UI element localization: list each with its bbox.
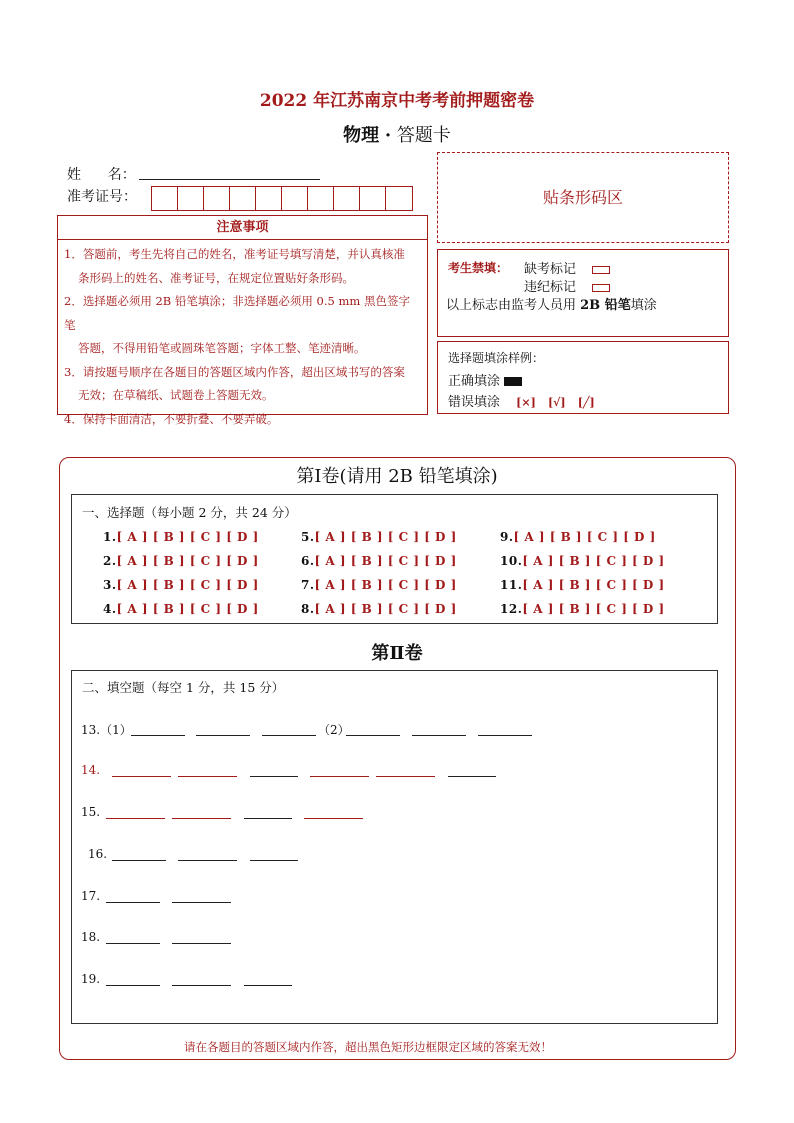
- notice-item-cont: 答题，不得用铅笔或圆珠笔答题；字体工整、笔迹清晰。: [78, 341, 366, 355]
- notice-item: 1．答题前，考生先将自己的姓名，准考证号填写清楚，并认真核准: [64, 247, 405, 261]
- answer-blank[interactable]: [106, 902, 160, 903]
- q15-label: 15.: [81, 805, 101, 819]
- answer-blank[interactable]: [106, 818, 165, 819]
- q19-label: 19.: [81, 972, 101, 986]
- answer-blank[interactable]: [262, 735, 316, 736]
- answer-blank[interactable]: [131, 735, 185, 736]
- answer-blank[interactable]: [244, 818, 292, 819]
- choice-item[interactable]: 9.[ A ] [ B ] [ C ] [ D ]: [500, 530, 656, 544]
- missing-label: 缺考标记: [524, 262, 577, 277]
- choice-col-2: [301, 525, 457, 621]
- choice-item[interactable]: 7.[ A ] [ B ] [ C ] [ D ]: [301, 578, 457, 592]
- answer-blank[interactable]: [244, 985, 292, 986]
- part1-title: 第Ⅰ卷(请用 2B 铅笔填涂): [296, 466, 498, 487]
- id-cell[interactable]: [256, 187, 282, 210]
- answer-blank[interactable]: [178, 776, 237, 777]
- id-cell[interactable]: [204, 187, 230, 210]
- choice-item[interactable]: 1.[ A ] [ B ] [ C ] [ D ]: [103, 530, 259, 544]
- wrong-mark-cross: [×]: [516, 396, 536, 409]
- q14-label: 14.: [81, 763, 101, 777]
- subject-label: 物理: [343, 125, 380, 146]
- q13-sub2-label: （2）: [318, 723, 350, 737]
- name-field[interactable]: [139, 179, 320, 180]
- notice-item: 3．请按题号顺序在各题目的答题区域内作答，超出区域书写的答案: [64, 364, 405, 379]
- prohibit-box: [437, 249, 729, 337]
- missing-mark-row: [524, 258, 610, 277]
- prohibit-label: 考生禁填：: [448, 261, 509, 275]
- id-cell[interactable]: [360, 187, 386, 210]
- answer-blank[interactable]: [478, 735, 532, 736]
- sample-title: 选择题填涂样例：: [448, 351, 545, 365]
- prohibit-note: [446, 294, 657, 313]
- choice-item[interactable]: 2.[ A ] [ B ] [ C ] [ D ]: [103, 554, 259, 568]
- choice-item[interactable]: 8.[ A ] [ B ] [ C ] [ D ]: [301, 602, 457, 616]
- correct-row: [448, 370, 522, 389]
- choice-item[interactable]: 12.[ A ] [ B ] [ C ] [ D ]: [500, 602, 665, 616]
- notice-item-cont: 无效；在草稿纸、试题卷上答题无效。: [78, 388, 274, 402]
- answer-blank[interactable]: [304, 818, 363, 819]
- answer-blank[interactable]: [196, 735, 250, 736]
- choice-item[interactable]: 11.[ A ] [ B ] [ C ] [ D ]: [500, 578, 665, 592]
- answer-blank[interactable]: [172, 818, 231, 819]
- answer-blank[interactable]: [112, 776, 171, 777]
- correct-label: 正确填涂: [448, 374, 501, 389]
- answer-blank[interactable]: [376, 776, 435, 777]
- q13-label: 13.（1）: [81, 723, 132, 737]
- footer-warning: 请在各题目的答题区域内作答，超出黑色矩形边框限定区域的答案无效！: [184, 1040, 552, 1054]
- answer-card-label: 答题卡: [396, 125, 451, 146]
- q16-label: 16.: [88, 847, 108, 861]
- title-text: 江苏南京中考考前押题密卷: [330, 91, 535, 111]
- id-cell[interactable]: [334, 187, 360, 210]
- answer-blank[interactable]: [172, 985, 231, 986]
- correct-sample-mark: [504, 377, 522, 386]
- choice-col-3: [500, 525, 665, 621]
- subtitle: 物理 · 答题卡: [343, 125, 451, 146]
- notice-body: [57, 239, 428, 426]
- answer-blank[interactable]: [250, 776, 298, 777]
- answer-blank[interactable]: [172, 943, 231, 944]
- id-cell[interactable]: [152, 187, 178, 210]
- answer-blank[interactable]: [310, 776, 369, 777]
- answer-blank[interactable]: [346, 735, 400, 736]
- barcode-area: [437, 152, 729, 243]
- wrong-mark-check: [√]: [547, 396, 566, 409]
- note-prefix: 以上标志由监考人员用: [446, 298, 581, 313]
- part2-title: 第Ⅱ卷: [371, 643, 423, 664]
- choice-item[interactable]: 6.[ A ] [ B ] [ C ] [ D ]: [301, 554, 457, 568]
- q18-label: 18.: [81, 930, 101, 944]
- exam-title: [0, 86, 794, 111]
- violation-checkbox[interactable]: [592, 284, 610, 292]
- note-suffix: 填涂: [630, 298, 657, 313]
- answer-blank[interactable]: [112, 860, 166, 861]
- exam-id-grid[interactable]: [151, 186, 413, 211]
- answer-blank[interactable]: [172, 902, 231, 903]
- answer-blank[interactable]: [106, 943, 160, 944]
- choice-item[interactable]: 4.[ A ] [ B ] [ C ] [ D ]: [103, 602, 259, 616]
- notice-item: 2．选择题必须用 2B 铅笔填涂；非选择题必须用 0.5 mm 黑色签字笔: [64, 294, 410, 332]
- violation-mark-row: [524, 276, 610, 295]
- answer-blank[interactable]: [178, 860, 237, 861]
- answer-blank[interactable]: [412, 735, 466, 736]
- id-cell[interactable]: [178, 187, 204, 210]
- notice-heading: 注意事项: [57, 215, 428, 240]
- missing-checkbox[interactable]: [592, 266, 610, 274]
- choice-item[interactable]: 3.[ A ] [ B ] [ C ] [ D ]: [103, 578, 259, 592]
- choice-col-1: [103, 525, 259, 621]
- id-cell[interactable]: [386, 187, 412, 210]
- wrong-mark-slash: [╱]: [577, 396, 595, 409]
- note-bold: 2B 铅笔: [580, 298, 631, 313]
- answer-blank[interactable]: [106, 985, 160, 986]
- wrong-row: [448, 391, 595, 410]
- choice-item[interactable]: 10.[ A ] [ B ] [ C ] [ D ]: [500, 554, 665, 568]
- name-label: 姓 名：: [67, 167, 136, 183]
- notice-item: 4．保持卡面清洁，不要折叠、不要弄破。: [64, 411, 279, 426]
- id-cell[interactable]: [282, 187, 308, 210]
- sample-box: [437, 341, 729, 414]
- answer-blank[interactable]: [250, 860, 298, 861]
- answer-blank[interactable]: [448, 776, 496, 777]
- fill-box: [71, 670, 718, 1024]
- notice-item-cont: 条形码上的姓名、准考证号，在规定位置贴好条形码。: [78, 270, 354, 285]
- id-cell[interactable]: [230, 187, 256, 210]
- choice-item[interactable]: 5.[ A ] [ B ] [ C ] [ D ]: [301, 530, 457, 544]
- title-year: 2022 年: [259, 91, 331, 111]
- q17-label: 17.: [81, 889, 101, 903]
- violation-label: 违纪标记: [524, 280, 577, 295]
- id-label: 准考证号：: [67, 189, 137, 205]
- wrong-label: 错误填涂: [448, 395, 501, 410]
- fill-section-label: 二、填空题（每空 1 分，共 15 分）: [82, 680, 285, 695]
- choice-section-label: 一、选择题（每小题 2 分，共 24 分）: [82, 505, 297, 520]
- barcode-label: 贴条形码区: [542, 188, 623, 207]
- id-cell[interactable]: [308, 187, 334, 210]
